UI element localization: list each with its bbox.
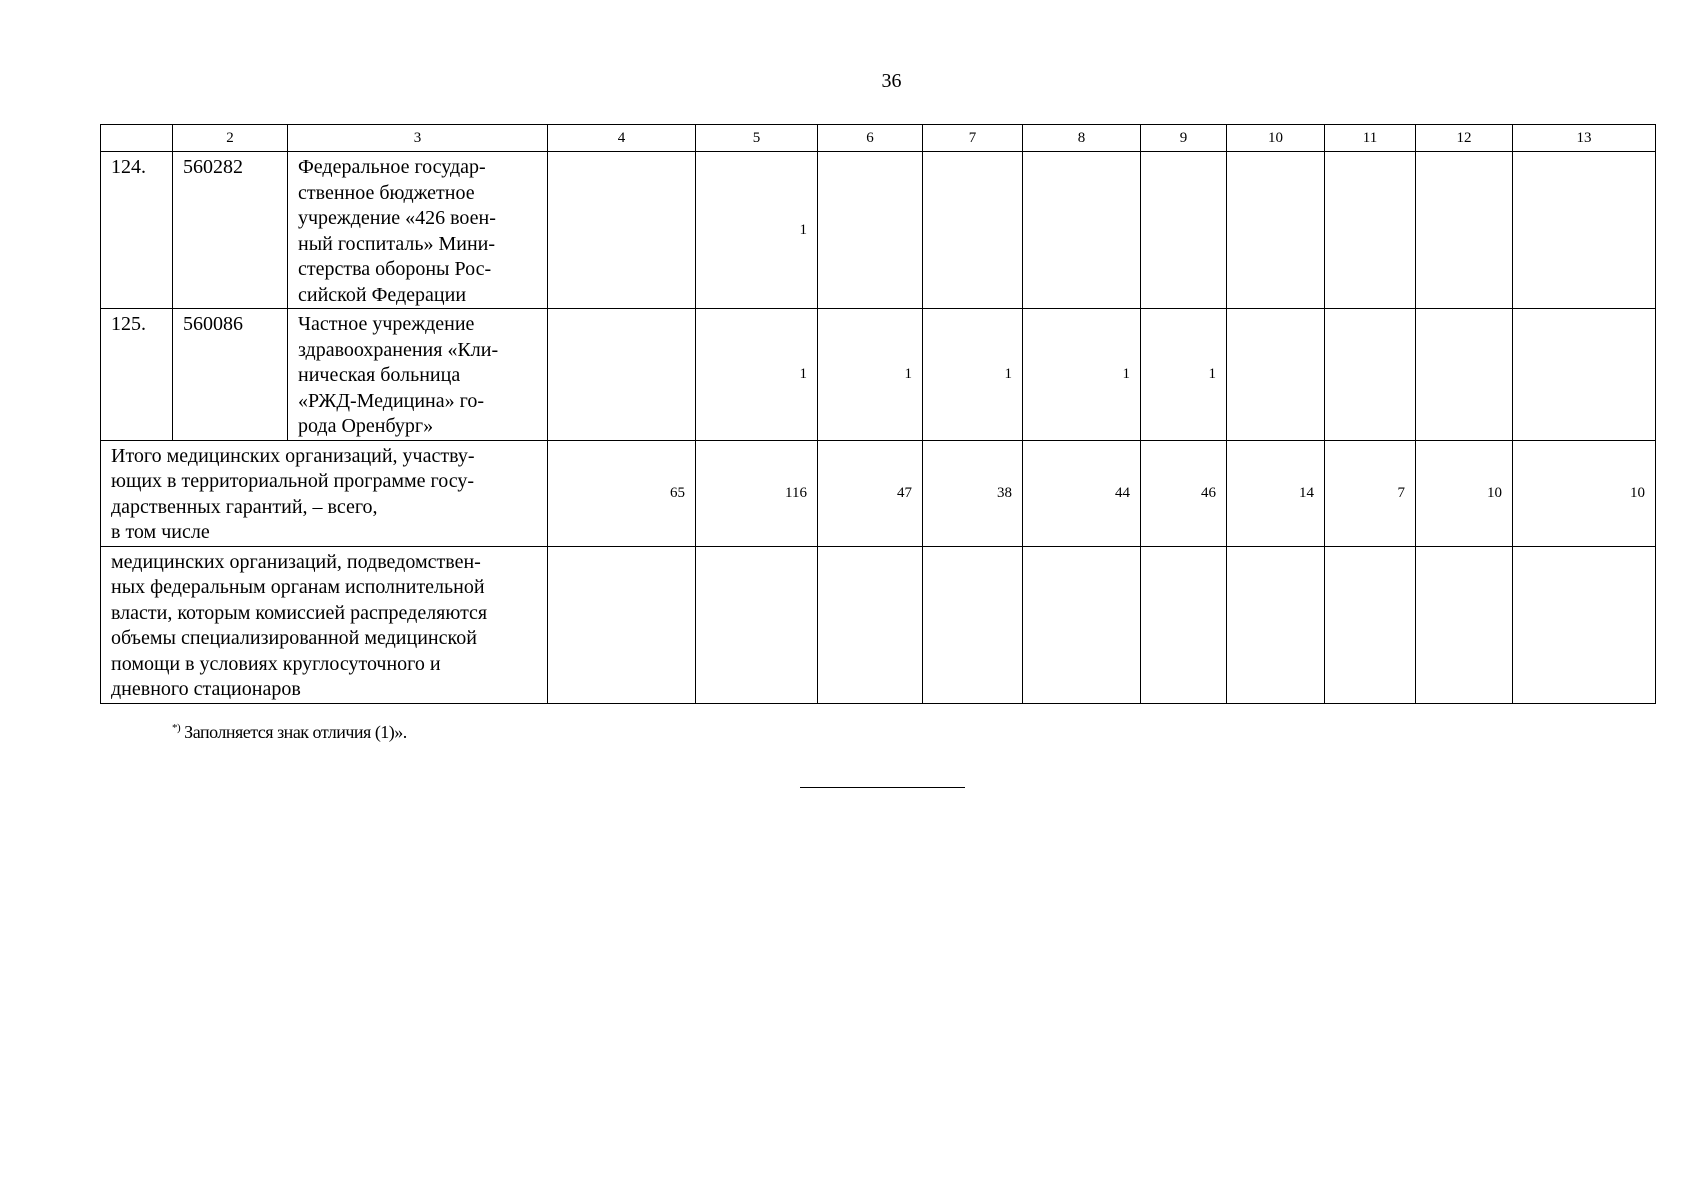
total-value-cell: 46 [1141, 440, 1227, 546]
value-cell [1325, 309, 1416, 441]
org-name: Частное учреждение здравоохранения «Кли- ническая больница «РЖД-Медицина» го- рода Оренбург» [298, 313, 499, 437]
value-cell: 1 [696, 309, 818, 441]
table-row [101, 309, 1656, 441]
value-cell [1513, 309, 1656, 441]
value-cell [1227, 309, 1325, 441]
value-cell: 1 [818, 309, 923, 441]
column-header [101, 125, 173, 152]
column-header: 5 [696, 125, 818, 152]
org-name: Федеральное государ- ственное бюджетное учреждение «426 воен- ный госпиталь» Мини- стерства обороны Рос- сийской Федерации [298, 156, 496, 306]
footnote-marker: *) [172, 722, 181, 734]
value-cell: 1 [1023, 309, 1141, 441]
value-cell [923, 152, 1023, 309]
row-number: 124. [111, 156, 146, 178]
total-value-cell: 116 [696, 440, 818, 546]
federal-label-cell [101, 546, 548, 703]
federal-value-cell [923, 546, 1023, 703]
federal-value-cell [1023, 546, 1141, 703]
column-header: 9 [1141, 125, 1227, 152]
total-value-cell: 14 [1227, 440, 1325, 546]
value-cell [1023, 152, 1141, 309]
federal-value-cell [1513, 546, 1656, 703]
value-cell [818, 152, 923, 309]
value-cell [1227, 152, 1325, 309]
row-number: 125. [111, 313, 146, 335]
total-label-cell [101, 440, 548, 546]
total-row [101, 440, 1656, 546]
value-cell [1141, 152, 1227, 309]
federal-value-cell [818, 546, 923, 703]
table-row [101, 152, 1656, 309]
federal-value-cell [548, 546, 696, 703]
column-header: 4 [548, 125, 696, 152]
value-cell [1416, 309, 1513, 441]
column-header: 10 [1227, 125, 1325, 152]
column-header: 3 [288, 125, 548, 152]
column-header: 7 [923, 125, 1023, 152]
federal-label: медицинских организаций, подведомствен- ных федеральным органам исполнительной власти, которым комиссией распределяются объемы специализированной медицинской помощи в условиях круглосуточного и дневного стационаров [111, 550, 488, 700]
value-cell: 1 [1141, 309, 1227, 441]
column-numbers-row [101, 125, 1656, 152]
federal-value-cell [1141, 546, 1227, 703]
page-number: 36 [881, 70, 902, 92]
org-code: 560282 [183, 156, 243, 178]
federal-value-cell [696, 546, 818, 703]
total-value-cell: 47 [818, 440, 923, 546]
value-cell [1416, 152, 1513, 309]
org-code-cell [173, 152, 288, 309]
column-header: 8 [1023, 125, 1141, 152]
footnote-text: Заполняется знак отличия (1)». [180, 722, 407, 742]
column-header: 6 [818, 125, 923, 152]
total-value-cell: 65 [548, 440, 696, 546]
value-cell [548, 309, 696, 441]
org-name-cell [288, 309, 548, 441]
row-number-cell [101, 152, 173, 309]
column-header: 13 [1513, 125, 1656, 152]
value-cell: 1 [923, 309, 1023, 441]
footnote [172, 722, 407, 743]
total-value-cell: 38 [923, 440, 1023, 546]
end-of-document-line [800, 787, 965, 788]
row-number-cell [101, 309, 173, 441]
federal-value-cell [1325, 546, 1416, 703]
total-value-cell: 44 [1023, 440, 1141, 546]
org-name-cell [288, 152, 548, 309]
total-value-cell: 10 [1513, 440, 1656, 546]
total-label: Итого медицинских организаций, участву- ющих в территориальной программе госу- дарственных гарантий, – всего, в том числе [111, 444, 475, 543]
column-header: 11 [1325, 125, 1416, 152]
value-cell [1513, 152, 1656, 309]
org-code: 560086 [183, 313, 243, 335]
value-cell: 1 [696, 152, 818, 309]
federal-value-cell [1227, 546, 1325, 703]
federal-value-cell [1416, 546, 1513, 703]
federal-subtotal-row [101, 546, 1656, 703]
total-value-cell: 7 [1325, 440, 1416, 546]
column-header: 12 [1416, 125, 1513, 152]
total-value-cell: 10 [1416, 440, 1513, 546]
register-table [100, 124, 1656, 704]
value-cell [548, 152, 696, 309]
org-code-cell [173, 309, 288, 441]
column-header: 2 [173, 125, 288, 152]
value-cell [1325, 152, 1416, 309]
